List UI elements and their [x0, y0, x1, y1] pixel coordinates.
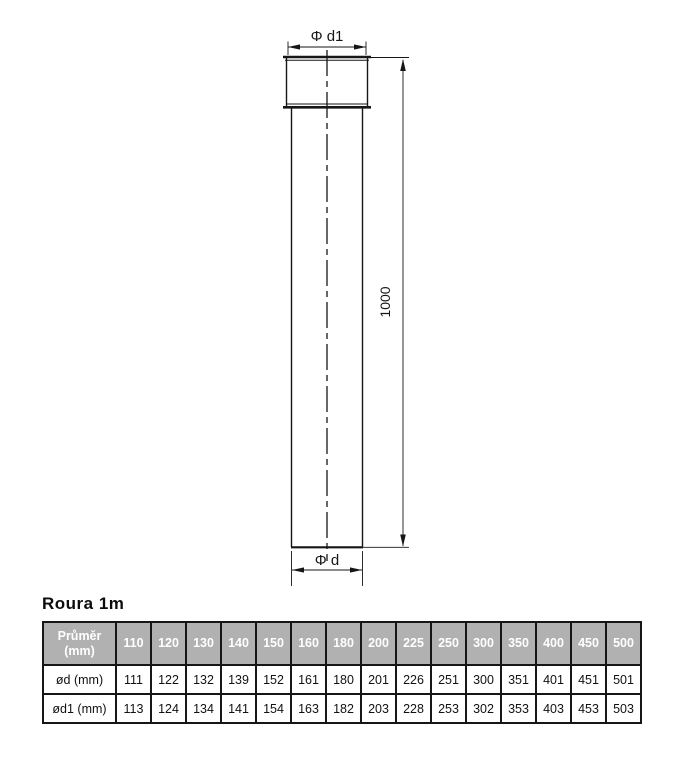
- product-title: Roura 1m: [42, 594, 125, 613]
- dimensions-table: [42, 621, 642, 724]
- value-cell: 122: [151, 665, 186, 694]
- value-cell: 203: [361, 694, 396, 723]
- value-cell: 141: [221, 694, 256, 723]
- value-cell: 451: [571, 665, 606, 694]
- value-cell: 134: [186, 694, 221, 723]
- value-cell: 161: [291, 665, 326, 694]
- header-cell-size: 110: [116, 622, 151, 665]
- value-cell: 154: [256, 694, 291, 723]
- header-cell-size: 450: [571, 622, 606, 665]
- value-cell: 163: [291, 694, 326, 723]
- header-cell-size: 120: [151, 622, 186, 665]
- row-label: ød1 (mm): [43, 694, 116, 723]
- header-cell-size: 500: [606, 622, 641, 665]
- header-cell-size: 150: [256, 622, 291, 665]
- header-cell-size: 225: [396, 622, 431, 665]
- value-cell: 300: [466, 665, 501, 694]
- dim-length: [377, 59, 406, 547]
- value-cell: 139: [221, 665, 256, 694]
- dim-d1-label: Φ d1: [310, 28, 344, 45]
- value-cell: 228: [396, 694, 431, 723]
- dim-arrow-up: [400, 59, 406, 71]
- value-cell: 124: [151, 694, 186, 723]
- dim-arrow-left: [292, 567, 304, 572]
- value-cell: 111: [116, 665, 151, 694]
- value-cell: 353: [501, 694, 536, 723]
- value-cell: 180: [326, 665, 361, 694]
- table-body: [43, 665, 641, 723]
- value-cell: 132: [186, 665, 221, 694]
- header-cell-size: 180: [326, 622, 361, 665]
- value-cell: 253: [431, 694, 466, 723]
- header-cell-size: 400: [536, 622, 571, 665]
- value-cell: 201: [361, 665, 396, 694]
- dim-arrow-down: [400, 535, 406, 547]
- dim-arrow-right: [350, 567, 362, 572]
- value-cell: 401: [536, 665, 571, 694]
- value-cell: 403: [536, 694, 571, 723]
- value-cell: 113: [116, 694, 151, 723]
- header-cell-size: 130: [186, 622, 221, 665]
- value-cell: 503: [606, 694, 641, 723]
- value-cell: 351: [501, 665, 536, 694]
- header-cell-size: 250: [431, 622, 466, 665]
- value-cell: 152: [256, 665, 291, 694]
- dim-arrow-left: [288, 44, 300, 49]
- header-cell-diameter: Průměr (mm): [43, 622, 116, 665]
- table-row: [43, 694, 641, 723]
- table-row: [43, 665, 641, 694]
- value-cell: 182: [326, 694, 361, 723]
- dim-length-label: 1000: [377, 286, 393, 318]
- dim-d-label: Φ d: [314, 552, 340, 569]
- header-cell-size: 160: [291, 622, 326, 665]
- value-cell: 501: [606, 665, 641, 694]
- header-cell-size: 350: [501, 622, 536, 665]
- header-cell-size: 200: [361, 622, 396, 665]
- header-cell-size: 300: [466, 622, 501, 665]
- dim-arrow-right: [354, 44, 366, 49]
- dim-d: [292, 551, 363, 586]
- header-cell-size: 140: [221, 622, 256, 665]
- value-cell: 251: [431, 665, 466, 694]
- value-cell: 302: [466, 694, 501, 723]
- table-header-row: [43, 622, 641, 665]
- row-label: ød (mm): [43, 665, 116, 694]
- value-cell: 226: [396, 665, 431, 694]
- value-cell: 453: [571, 694, 606, 723]
